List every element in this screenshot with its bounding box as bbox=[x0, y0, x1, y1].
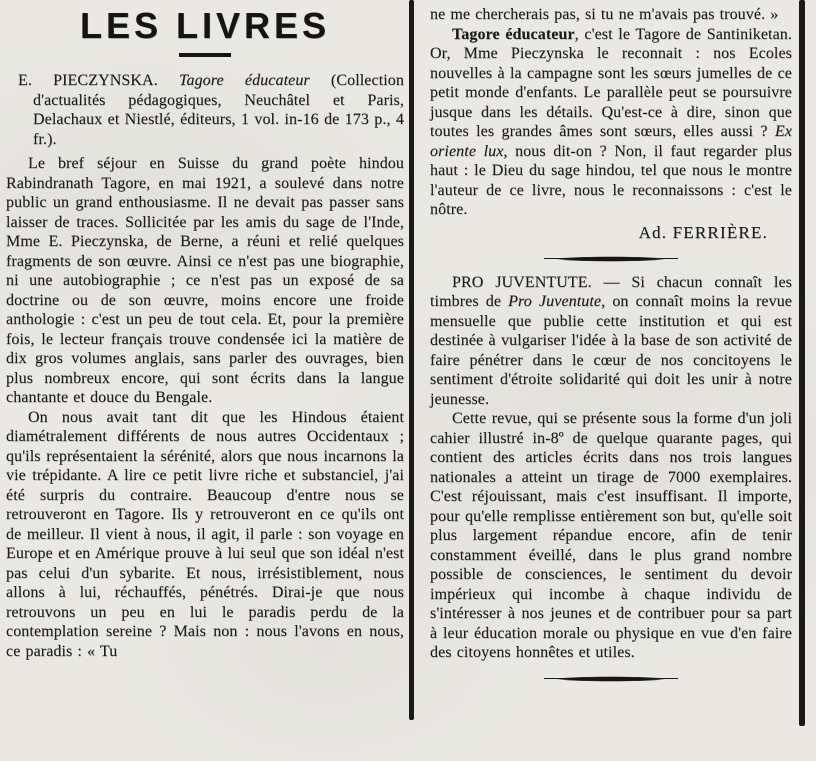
book-reference-entry: E. PIECZYNSKA. Tagore éducateur (Collection d'actualités pédagogiques, Neuchâtel et Paris, Delachaux et Niestlé, éditeurs, 1 vol. in-16 de 173 p., 4 fr.). bbox=[18, 72, 404, 148]
right-edge-rule bbox=[799, 0, 805, 726]
article-paragraph: On nous avait tant dit que les Hindous étaient diamétralement différents de nous autres Occidentaux ; qu'ils représentaient la sérénité, alors que nous incarnons la vie trépidante. A lire ce petit livre riche et substanciel, j'ai été surpris du contraire. Beaucoup d'entre nous se retrouveront en Tagore. Ils y retrouveront en ce qu'ils ont de meilleur. Il vient à nous, il agit, il parle : son voyage en Europe et en Amérique prouve à lui seul que son idéal n'est pas celui d'un sybarite. Et nous, irrésistiblement, nous allons à lui, réchauffés, pénétrés. Dirai-je que nous retrouvons un peu en lui le paradis perdu de la contemplation sereine ? Mais non : nous l'avons en nous, ce paradis : « Tu bbox=[6, 408, 404, 660]
title-underline-rule bbox=[179, 53, 231, 57]
article-paragraph: Cette revue, qui se présente sous la forme d'un joli cahier illustré in-8º de quelque quarante pages, qui contient des articles écrits dans nos trois langues nationales a atteint un tirage de 7000 exemplaires. C'est réjouissant, mais c'est insuffisant. Il importe, pour qu'elle remplisse entièrement son but, qu'elle soit plus largement répandue encore, afin de tenir constamment éveillé, dans le plus grand nombre possible de consciences, le sentiment du devoir impérieux qui incombe à chaque individu de s'intéresser à nos jeunes et de contribuer pour sa part à leur éducation morale ou physique en vue d'en faire des citoyens honnêtes et utiles. bbox=[430, 410, 792, 661]
end-divider-rule bbox=[544, 676, 678, 682]
article-paragraph: Le bref séjour en Suisse du grand poète hindou Rabindranath Tagore, en mai 1921, a soulevé dans notre public un grand enthousiasme. Il ne devait pas passer sans laisser de traces. Sollicitée par les amis du sage de l'Inde, Mme E. Pieczynska, de Berne, a réuni et relié quelques fragments de son œuvre. Ainsi ce n'est pas une biographie, ni une autobiographie ; ce n'est pas un exposé de sa doctrine ou de son œuvre, moins encore une froide anthologie : c'est un peu de tout cela. Et, pour la première fois, le lecteur français trouve condensée ici la matière de dix gros volumes anglais, sans parler des ouvrages, bien plus nombreux encore, qui sont écrits dans la langue chantante et douce du Bengale. bbox=[6, 155, 404, 406]
right-column bbox=[430, 0, 792, 693]
section-title: LES LIVRES bbox=[79, 5, 331, 46]
author-signature: Ad. FERRIÈRE. bbox=[638, 222, 768, 242]
column-divider-rule bbox=[409, 0, 414, 720]
section-divider-rule bbox=[544, 256, 678, 262]
article-paragraph: Tagore éducateur, c'est le Tagore de Santiniketan. Or, Mme Pieczynska le reconnait : nos Ecoles nouvelles à la campagne sont les sœurs jumelles de ce petit monde d'enfants. Le parallèle peut se poursuivre jusque dans les détails. Qu'est-ce à dire, sinon que toutes les grandes âmes sont sœurs, elles aussi ? Ex oriente lux, nous dit-on ? Non, il faut regarder plus haut : le Dieu du sage hindou, tel que nous le montre l'auteur de ce livre, nous le reconnaissons : c'est le nôtre. bbox=[430, 25, 792, 218]
continuation-paragraph: ne me chercherais pas, si tu ne m'avais pas trouvé. » bbox=[430, 6, 779, 23]
left-column bbox=[6, 0, 404, 661]
article-paragraph: PRO JUVENTUTE. — Si chacun connaît les timbres de Pro Juventute, on connaît moins la revue mensuelle que publie cette institution et qui est destinée à vulgariser l'idée à la base de son activité de faire pénétrer dans le cœur de nos concitoyens le sentiment d'étroite solidarité qui doit les unir à notre jeunesse. bbox=[430, 273, 792, 408]
